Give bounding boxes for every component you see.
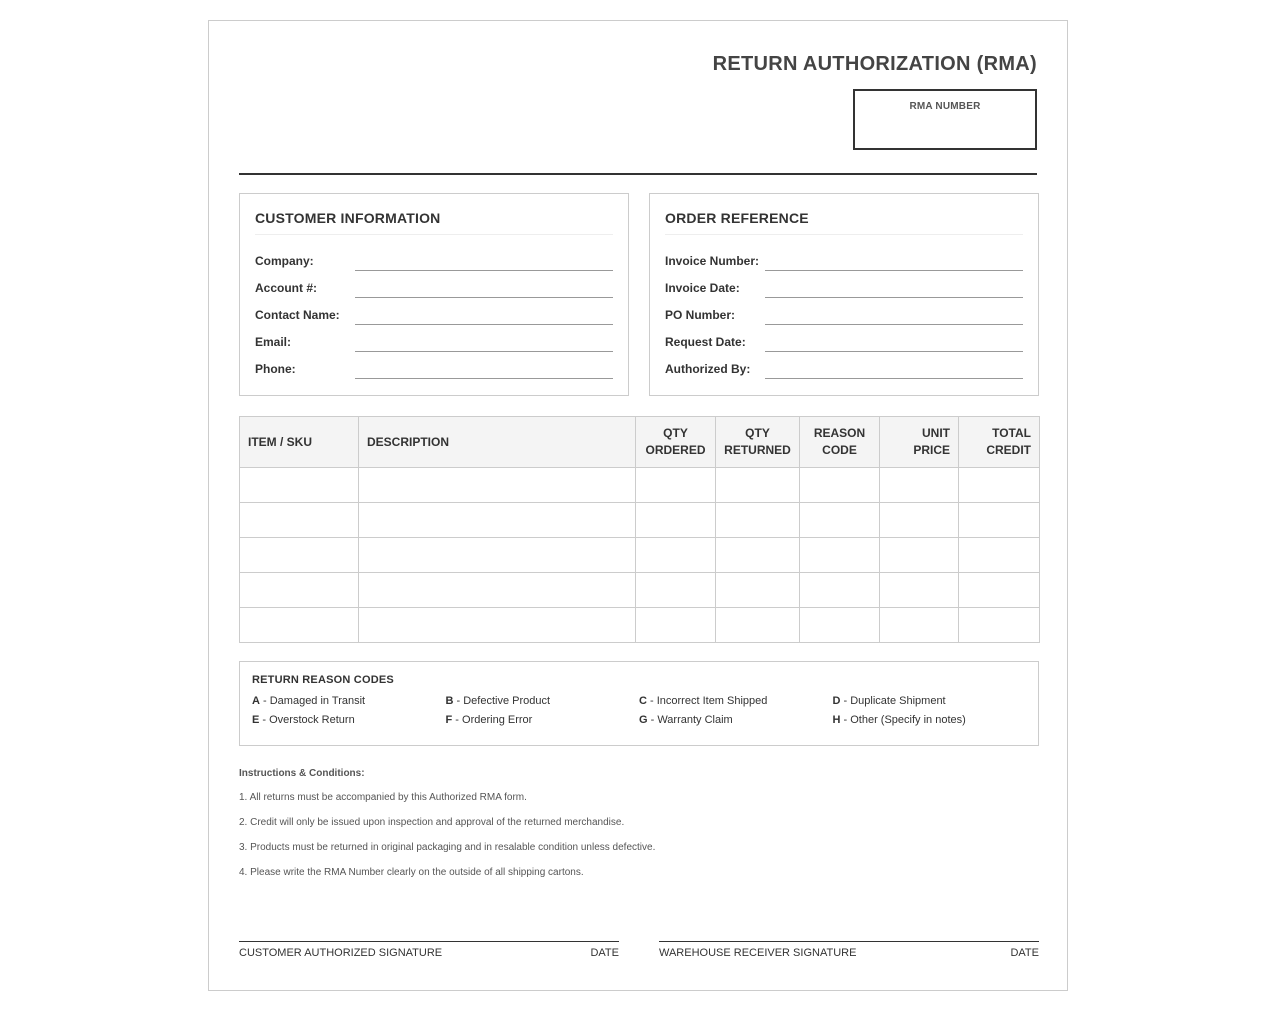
table-row <box>240 608 1040 643</box>
account-input-line[interactable] <box>355 279 613 298</box>
table-cell[interactable] <box>359 468 636 503</box>
instruction-line: 3. Products must be returned in original packaging and in resalable condition unless defective. <box>239 842 656 853</box>
column-header-description: DESCRIPTION <box>359 417 636 468</box>
table-row <box>240 468 1040 503</box>
table-cell[interactable] <box>636 503 716 538</box>
table-cell[interactable] <box>716 538 800 573</box>
field-invoice-date <box>665 273 1023 300</box>
field-label: Email: <box>255 335 292 349</box>
return-reason-codes-section <box>239 661 1039 746</box>
field-authorized-by <box>665 354 1023 381</box>
table-cell[interactable] <box>959 538 1040 573</box>
customer-signature-label: CUSTOMER AUTHORIZED SIGNATURE <box>239 947 443 959</box>
column-header-reason-code: REASON CODE <box>800 417 880 468</box>
table-cell[interactable] <box>240 538 359 573</box>
field-label: Invoice Number: <box>665 254 760 268</box>
rma-number-box[interactable] <box>853 89 1037 150</box>
table-cell[interactable] <box>240 573 359 608</box>
request-date-input-line[interactable] <box>765 333 1023 352</box>
rma-form-page <box>208 20 1068 991</box>
customer-information-section <box>239 193 629 396</box>
table-cell[interactable] <box>880 573 959 608</box>
field-po-number <box>665 300 1023 327</box>
table-row <box>240 538 1040 573</box>
reason-code-g: G - Warranty Claim <box>639 714 733 726</box>
instructions-section <box>239 768 1039 892</box>
table-row <box>240 503 1040 538</box>
table-cell[interactable] <box>636 468 716 503</box>
field-label: Account #: <box>255 281 318 295</box>
table-cell[interactable] <box>959 468 1040 503</box>
field-account <box>255 273 613 300</box>
warehouse-date-label: DATE <box>1010 947 1039 959</box>
field-request-date <box>665 327 1023 354</box>
field-label: Company: <box>255 254 314 268</box>
table-cell[interactable] <box>240 608 359 643</box>
field-label: PO Number: <box>665 308 736 322</box>
field-label: Phone: <box>255 362 296 376</box>
table-cell[interactable] <box>800 468 880 503</box>
email-input-line[interactable] <box>355 333 613 352</box>
field-phone <box>255 354 613 381</box>
table-cell[interactable] <box>716 468 800 503</box>
table-cell[interactable] <box>880 503 959 538</box>
contact-name-input-line[interactable] <box>355 306 613 325</box>
table-cell[interactable] <box>880 538 959 573</box>
table-cell[interactable] <box>359 538 636 573</box>
reason-code-c: C - Incorrect Item Shipped <box>639 695 768 707</box>
field-label: Invoice Date: <box>665 281 740 295</box>
table-body <box>240 468 1040 643</box>
column-header-item-sku: ITEM / SKU <box>240 417 359 468</box>
field-label: Request Date: <box>665 335 746 349</box>
column-header-qty-returned: QTY RETURNED <box>716 417 800 468</box>
reason-code-h: H - Other (Specify in notes) <box>832 714 966 726</box>
customer-date-label: DATE <box>590 947 619 959</box>
table-cell[interactable] <box>959 573 1040 608</box>
po-number-input-line[interactable] <box>765 306 1023 325</box>
table-row <box>240 573 1040 608</box>
reason-codes-grid <box>252 695 1026 726</box>
customer-signature-line[interactable] <box>239 941 619 959</box>
form-header <box>239 21 1037 175</box>
document-title: RETURN AUTHORIZATION (RMA) <box>712 53 1037 75</box>
reason-code-b: B - Defective Product <box>445 695 551 707</box>
reason-code-a: A - Damaged in Transit <box>252 695 366 707</box>
table-cell[interactable] <box>959 503 1040 538</box>
table-cell[interactable] <box>636 608 716 643</box>
table-cell[interactable] <box>359 573 636 608</box>
column-header-total-credit: TOTAL CREDIT <box>959 417 1040 468</box>
table-cell[interactable] <box>959 608 1040 643</box>
instruction-line: 2. Credit will only be issued upon inspection and approval of the returned merchandise. <box>239 817 625 828</box>
column-header-unit-price: UNIT PRICE <box>880 417 959 468</box>
rma-number-label: RMA NUMBER <box>909 101 981 112</box>
table-cell[interactable] <box>636 573 716 608</box>
table-cell[interactable] <box>800 608 880 643</box>
return-items-table <box>239 416 1040 643</box>
field-label: Authorized By: <box>665 362 751 376</box>
table-cell[interactable] <box>240 503 359 538</box>
field-contact-name <box>255 300 613 327</box>
reason-codes-title: RETURN REASON CODES <box>252 674 394 686</box>
table-cell[interactable] <box>716 608 800 643</box>
order-reference-title: ORDER REFERENCE <box>665 210 1023 235</box>
table-cell[interactable] <box>800 503 880 538</box>
warehouse-signature-line[interactable] <box>659 941 1039 959</box>
field-email <box>255 327 613 354</box>
table-cell[interactable] <box>800 538 880 573</box>
order-reference-section <box>649 193 1039 396</box>
table-cell[interactable] <box>800 573 880 608</box>
reason-code-d: D - Duplicate Shipment <box>832 695 946 707</box>
table-header-row <box>240 417 1040 468</box>
instructions-title: Instructions & Conditions: <box>239 768 365 779</box>
column-header-qty-ordered: QTY ORDERED <box>636 417 716 468</box>
table-cell[interactable] <box>359 608 636 643</box>
table-cell[interactable] <box>716 573 800 608</box>
reason-code-e: E - Overstock Return <box>252 714 355 726</box>
table-cell[interactable] <box>880 608 959 643</box>
invoice-date-input-line[interactable] <box>765 279 1023 298</box>
authorized-by-input-line[interactable] <box>765 360 1023 379</box>
instruction-line: 1. All returns must be accompanied by this Authorized RMA form. <box>239 792 527 803</box>
table-cell[interactable] <box>880 468 959 503</box>
invoice-number-input-line[interactable] <box>765 252 1023 271</box>
phone-input-line[interactable] <box>355 360 613 379</box>
field-company <box>255 246 613 273</box>
table-cell[interactable] <box>359 503 636 538</box>
table-cell[interactable] <box>240 468 359 503</box>
field-label: Contact Name: <box>255 308 340 322</box>
reason-code-f: F - Ordering Error <box>445 714 533 726</box>
customer-information-title: CUSTOMER INFORMATION <box>255 210 613 235</box>
company-input-line[interactable] <box>355 252 613 271</box>
table-cell[interactable] <box>716 503 800 538</box>
warehouse-signature-label: WAREHOUSE RECEIVER SIGNATURE <box>659 947 857 959</box>
instruction-line: 4. Please write the RMA Number clearly on the outside of all shipping cartons. <box>239 867 584 878</box>
table-cell[interactable] <box>636 538 716 573</box>
field-invoice-number <box>665 246 1023 273</box>
